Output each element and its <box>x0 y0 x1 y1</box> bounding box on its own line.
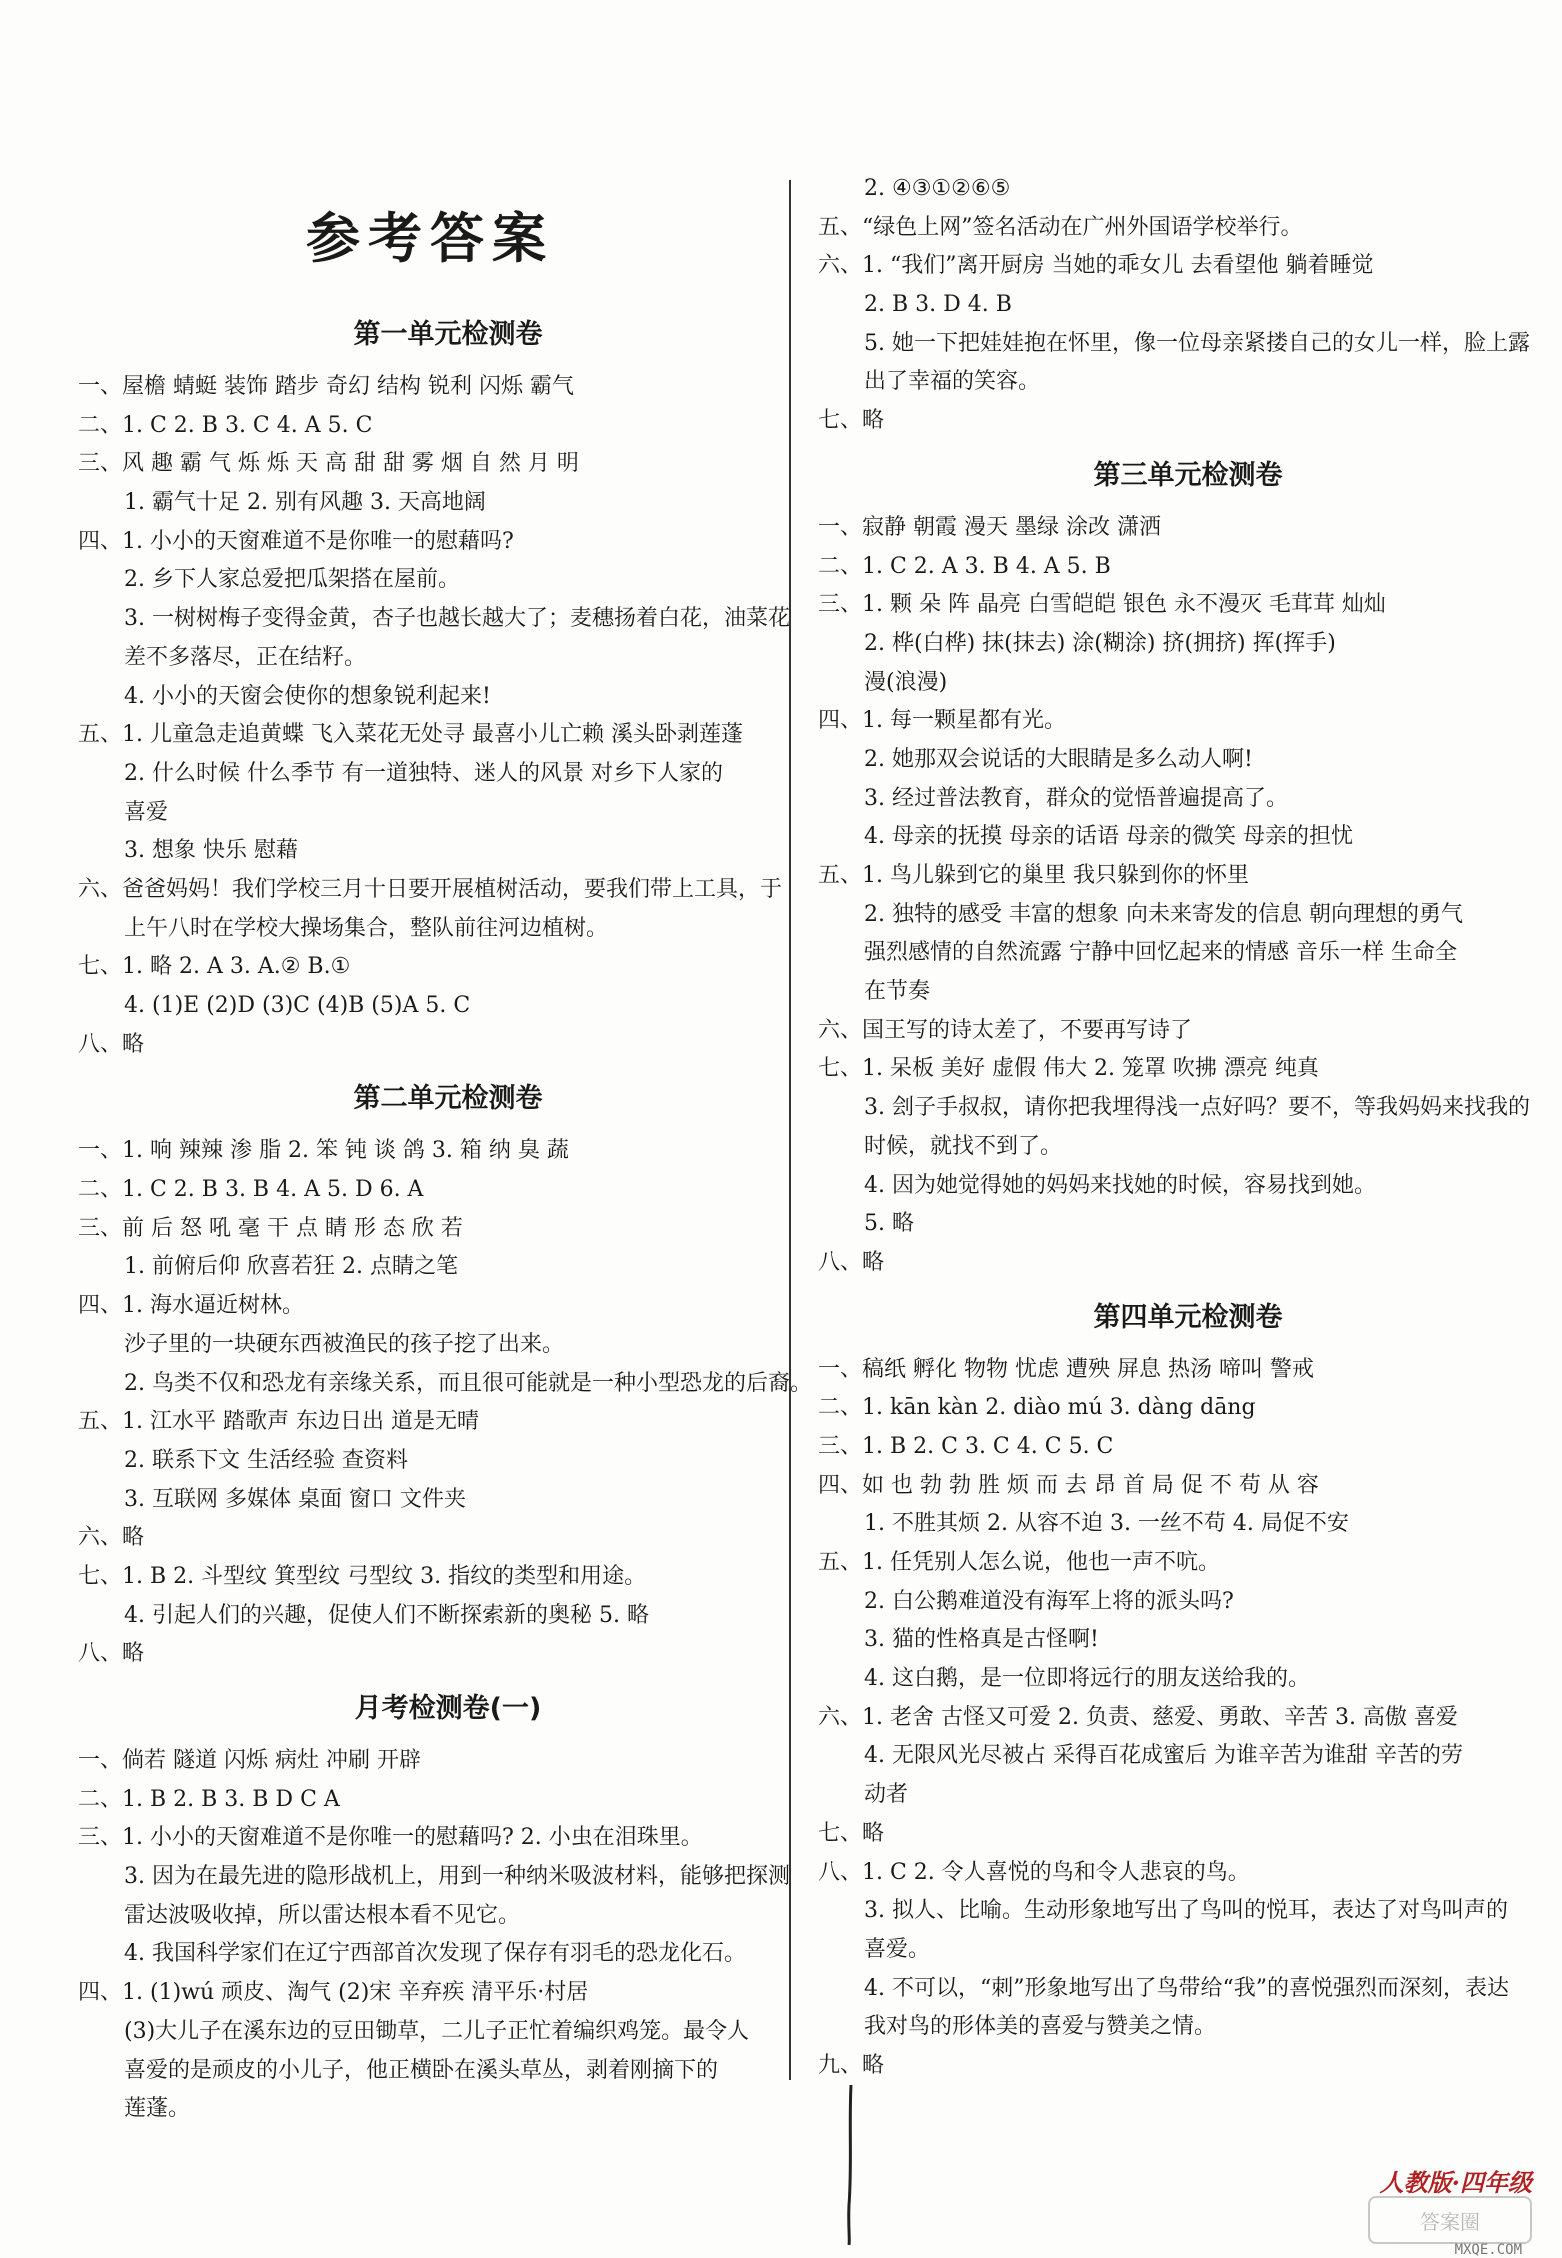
answer-line: 一、1. 响 辣辣 渗 脂 2. 笨 钝 谈 鸽 3. 箱 纳 臭 蔬 <box>78 1138 569 1164</box>
answer-line: 三、风 趣 霸 气 烁 烁 天 高 甜 甜 雾 烟 自 然 月 明 <box>78 451 579 477</box>
answer-line: 雷达波吸收掉，所以雷达根本看不见它。 <box>124 1902 521 1928</box>
pen-stroke <box>845 2085 855 2245</box>
answer-line: 2. 她那双会说话的大眼睛是多么动人啊! <box>864 746 1253 772</box>
section-title: 第四单元检测卷 <box>1093 1301 1283 1333</box>
section-title: 月考检测卷(一) <box>354 1693 542 1724</box>
answer-line: 四、1. 每一颗星都有光。 <box>818 708 1066 734</box>
answer-line: 九、略 <box>818 2052 885 2078</box>
answer-line: 八、略 <box>78 1031 145 1057</box>
answer-line: 2. 乡下人家总爱把瓜架搭在屋前。 <box>124 567 460 593</box>
page-title: 参考答案 <box>306 207 554 270</box>
answer-line: 六、爸爸妈妈！我们学校三月十日要开展植树活动，要我们带上工具，于 <box>78 876 783 902</box>
answer-line: 喜爱。 <box>864 1936 931 1962</box>
answer-line: 二、1. C 2. B 3. C 4. A 5. C <box>78 412 373 438</box>
answer-line: 3. 拟人、比喻。生动形象地写出了鸟叫的悦耳，表达了对鸟叫声的 <box>864 1898 1508 1924</box>
section-title: 第二单元检测卷 <box>353 1083 543 1115</box>
answer-line: 3. 刽子手叔叔，请你把我埋得浅一点好吗？要不，等我妈妈来找我的 <box>864 1095 1530 1121</box>
answer-line: 六、略 <box>78 1525 145 1551</box>
left-column <box>78 300 818 2129</box>
answer-line: 4. 无限风光尽被占 采得百花成蜜后 为谁辛苦为谁甜 辛苦的劳 <box>864 1743 1463 1769</box>
answer-line: 2. B 3. D 4. B <box>864 292 1012 318</box>
answer-line: 八、略 <box>818 1249 885 1275</box>
watermark-logo: 答案圈 <box>1368 2196 1532 2244</box>
answer-line: 动者 <box>864 1782 909 1808</box>
answer-line: 2. 白公鹅难道没有海军上将的派头吗? <box>864 1588 1234 1614</box>
watermark-url: MXQE.COM <box>1454 2242 1522 2258</box>
section-title: 第一单元检测卷 <box>353 319 543 350</box>
answer-line: 五、1. 江水平 踏歌声 东边日出 道是无晴 <box>78 1409 479 1435</box>
answer-line: 八、略 <box>78 1641 145 1667</box>
answer-line: 五、1. 任凭别人怎么说，他也一声不吭。 <box>818 1550 1220 1575</box>
answer-line: 我对鸟的形体美的喜爱与赞美之情。 <box>864 2014 1217 2040</box>
answer-line: 喜爱 <box>124 799 169 825</box>
answer-line: 三、前 后 怒 吼 毫 干 点 睛 形 态 欣 若 <box>78 1215 463 1241</box>
answer-line: 强烈感情的自然流露 宁静中回忆起来的情感 音乐一样 生命全 <box>864 940 1457 966</box>
answer-line: 七、略 <box>818 1820 885 1846</box>
answer-line: 喜爱的是顽皮的小儿子，他正横卧在溪头草丛，剥着刚摘下的 <box>124 2057 719 2083</box>
right-column <box>818 170 1558 2086</box>
answer-line: 一、屋檐 蜻蜓 装饰 踏步 奇幻 结构 锐利 闪烁 霸气 <box>78 374 574 399</box>
answer-line: 七、略 <box>818 408 885 434</box>
answer-line: 1. 霸气十足 2. 别有风趣 3. 天高地阔 <box>124 490 486 516</box>
answer-line: 4. 我国科学家们在辽宁西部首次发现了保存有羽毛的恐龙化石。 <box>124 1941 746 1967</box>
answer-line: 五、1. 儿童急走追黄蝶 飞入菜花无处寻 最喜小儿亡赖 溪头卧剥莲蓬 <box>78 722 743 748</box>
answer-line: 六、1. 老舍 古怪又可爱 2. 负责、慈爱、勇敢、辛苦 3. 高傲 喜爱 <box>818 1704 1458 1730</box>
answer-line: 上午八时在学校大操场集合，整队前往河边植树。 <box>124 915 609 941</box>
answer-line: 4. 引起人们的兴趣，促使人们不断探索新的奥秘 5. 略 <box>124 1602 649 1628</box>
answer-line: 1. 不胜其烦 2. 从容不迫 3. 一丝不苟 4. 局促不安 <box>864 1511 1349 1537</box>
answer-line: 4. 不可以，“刺”形象地写出了鸟带给“我”的喜悦强烈而深刻，表达 <box>864 1975 1509 2001</box>
answer-line: 4. (1)E (2)D (3)C (4)B (5)A 5. C <box>124 993 471 1018</box>
answer-line: 3. 经过普法教育，群众的觉悟普遍提高了。 <box>864 785 1288 811</box>
answer-line: 五、1. 鸟儿躲到它的巢里 我只躲到你的怀里 <box>818 863 1249 888</box>
answer-line: 四、如 也 勃 勃 胜 烦 而 去 昂 首 局 促 不 苟 从 容 <box>818 1472 1319 1498</box>
answer-line: 时候，就找不到了。 <box>864 1133 1063 1159</box>
answer-line: 三、1. 小小的天窗难道不是你唯一的慰藉吗? 2. 小虫在泪珠里。 <box>78 1825 703 1851</box>
answer-line: 三、1. 颗 朵 阵 晶亮 白雪皑皑 银色 永不漫灭 毛茸茸 灿灿 <box>818 592 1386 618</box>
answer-line: 2. ④③①②⑥⑤ <box>864 176 1011 201</box>
answer-line: 七、1. 略 2. A 3. A.② B.① <box>78 954 351 980</box>
answer-line: 六、国王写的诗太差了，不要再写诗了 <box>818 1017 1193 1043</box>
answer-line: 七、1. 呆板 美好 虚假 伟大 2. 笼罩 吹拂 漂亮 纯真 <box>818 1056 1319 1082</box>
answer-line: 2. 联系下文 生活经验 查资料 <box>124 1447 408 1473</box>
answer-line: 3. 一树树梅子变得金黄，杏子也越长越大了；麦穗扬着白花，油菜花 <box>124 606 790 632</box>
answer-line: 5. 她一下把娃娃抱在怀里，像一位母亲紧搂自己的女儿一样，脸上露 <box>864 330 1530 356</box>
section-title: 第三单元检测卷 <box>1093 459 1283 491</box>
answer-line: 在节奏 <box>864 979 931 1005</box>
answer-line: 2. 鸟类不仅和恐龙有亲缘关系，而且很可能就是一种小型恐龙的后裔。 <box>124 1370 812 1396</box>
answer-line: 二、1. C 2. B 3. B 4. A 5. D 6. A <box>78 1177 424 1203</box>
answer-line: 二、1. C 2. A 3. B 4. A 5. B <box>818 553 1111 579</box>
answer-line: 5. 略 <box>864 1211 914 1237</box>
answer-line: 一、倘若 隧道 闪烁 病灶 冲刷 开辟 <box>78 1748 421 1773</box>
answer-line: 1. 前俯后仰 欣喜若狂 2. 点睛之笔 <box>124 1254 458 1280</box>
answer-line: 3. 因为在最先进的隐形战机上，用到一种纳米吸波材料，能够把探测 <box>124 1864 790 1890</box>
answer-line: 一、寂静 朝霞 漫天 墨绿 涂改 潇洒 <box>818 514 1161 540</box>
answer-line: 四、1. 海水逼近树林。 <box>78 1293 304 1319</box>
answer-line: 2. 桦(白桦) 抹(抹去) 涂(糊涂) 挤(拥挤) 挥(挥手) <box>864 630 1336 656</box>
answer-line: 八、1. C 2. 令人喜悦的鸟和令人悲哀的鸟。 <box>818 1859 1250 1885</box>
edition-label: 人教版·四年级 <box>1379 2168 1532 2197</box>
answer-line: 四、1. (1)wú 顽皮、淘气 (2)宋 辛弃疾 清平乐·村居 <box>78 1980 589 2006</box>
answer-line: 莲蓬。 <box>124 2096 191 2122</box>
answer-line: 出了幸福的笑容。 <box>864 369 1041 395</box>
answer-line: 4. 因为她觉得她的妈妈来找她的时候，容易找到她。 <box>864 1172 1376 1198</box>
answer-line: 二、1. kān kàn 2. diào mú 3. dàng dāng <box>818 1395 1256 1421</box>
answer-line: 三、1. B 2. C 3. C 4. C 5. C <box>818 1433 1114 1459</box>
answer-line: 2. 独特的感受 丰富的想象 向未来寄发的信息 朝向理想的勇气 <box>864 901 1463 927</box>
answer-line: 漫(浪漫) <box>864 669 948 695</box>
answer-line: 3. 互联网 多媒体 桌面 窗口 文件夹 <box>124 1486 466 1512</box>
answer-line: 四、1. 小小的天窗难道不是你唯一的慰藉吗? <box>78 528 514 554</box>
answer-line: 4. 母亲的抚摸 母亲的话语 母亲的微笑 母亲的担忧 <box>864 824 1353 850</box>
answer-line: 五、“绿色上网”签名活动在广州外国语学校举行。 <box>818 214 1303 240</box>
answer-line: 4. 小小的天窗会使你的想象锐利起来! <box>124 683 491 709</box>
answer-line: 七、1. B 2. 斗型纹 箕型纹 弓型纹 3. 指纹的类型和用途。 <box>78 1563 647 1589</box>
answer-line: (3)大儿子在溪东边的豆田锄草，二儿子正忙着编织鸡笼。最令人 <box>124 2018 750 2044</box>
answer-line: 4. 这白鹅，是一位即将远行的朋友送给我的。 <box>864 1666 1310 1692</box>
answer-line: 六、1. “我们”离开厨房 当她的乖女儿 去看望他 躺着睡觉 <box>818 253 1374 279</box>
answer-line: 差不多落尽，正在结籽。 <box>124 644 367 670</box>
answer-line: 3. 想象 快乐 慰藉 <box>124 838 298 864</box>
answer-line: 二、1. B 2. B 3. B D C A <box>78 1786 340 1812</box>
answer-line: 沙子里的一块硬东西被渔民的孩子挖了出来。 <box>124 1331 565 1357</box>
answer-line: 2. 什么时候 什么季节 有一道独特、迷人的风景 对乡下人家的 <box>124 760 723 786</box>
answer-line: 一、稿纸 孵化 物物 忧虑 遭殃 屏息 热汤 啼叫 警戒 <box>818 1356 1314 1382</box>
answer-line: 3. 猫的性格真是古怪啊! <box>864 1627 1099 1653</box>
